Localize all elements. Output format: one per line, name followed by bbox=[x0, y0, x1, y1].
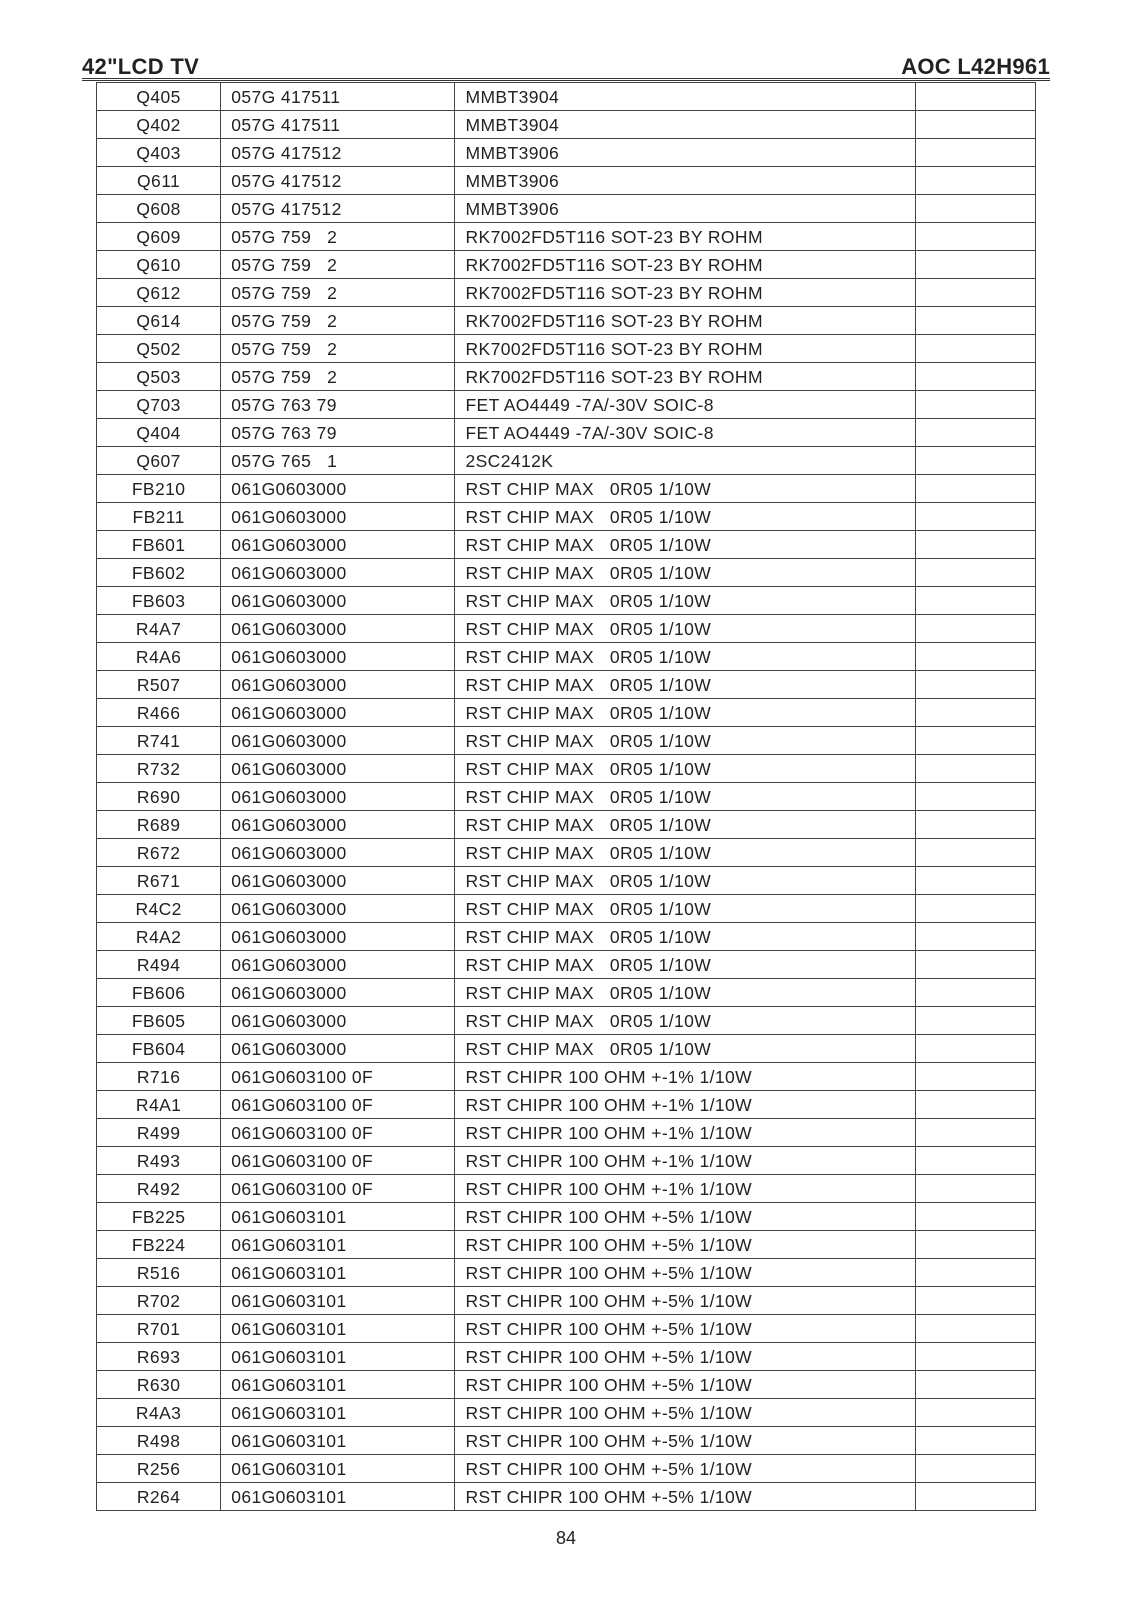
remark-cell bbox=[915, 867, 1035, 895]
table-row bbox=[97, 419, 1036, 447]
description-cell: RST CHIP MAX 0R05 1/10W bbox=[455, 503, 915, 531]
location-cell: R702 bbox=[97, 1287, 221, 1315]
description-cell: RK7002FD5T116 SOT-23 BY ROHM bbox=[455, 307, 915, 335]
location-cell: FB211 bbox=[97, 503, 221, 531]
part-number-cell: 057G 417512 bbox=[221, 167, 455, 195]
location-cell: R4A6 bbox=[97, 643, 221, 671]
remark-cell bbox=[915, 1427, 1035, 1455]
remark-cell bbox=[915, 167, 1035, 195]
part-number-cell: 061G0603101 bbox=[221, 1483, 455, 1511]
description-cell: MMBT3906 bbox=[455, 195, 915, 223]
part-number-cell: 061G0603000 bbox=[221, 671, 455, 699]
location-cell: FB602 bbox=[97, 559, 221, 587]
location-cell: R4A3 bbox=[97, 1399, 221, 1427]
part-number-cell: 061G0603101 bbox=[221, 1371, 455, 1399]
part-number-cell: 061G0603101 bbox=[221, 1343, 455, 1371]
location-cell: R494 bbox=[97, 951, 221, 979]
part-number-cell: 057G 417512 bbox=[221, 195, 455, 223]
table-row bbox=[97, 1427, 1036, 1455]
description-cell: RST CHIP MAX 0R05 1/10W bbox=[455, 671, 915, 699]
part-number-cell: 061G0603101 bbox=[221, 1259, 455, 1287]
part-number-cell: 061G0603100 0F bbox=[221, 1147, 455, 1175]
table-row bbox=[97, 1007, 1036, 1035]
part-number-cell: 057G 763 79 bbox=[221, 391, 455, 419]
description-cell: RST CHIPR 100 OHM +-1% 1/10W bbox=[455, 1147, 915, 1175]
remark-cell bbox=[915, 251, 1035, 279]
part-number-cell: 061G0603000 bbox=[221, 587, 455, 615]
table-row bbox=[97, 951, 1036, 979]
remark-cell bbox=[915, 1371, 1035, 1399]
location-cell: R701 bbox=[97, 1315, 221, 1343]
location-cell: R4A2 bbox=[97, 923, 221, 951]
table-row bbox=[97, 727, 1036, 755]
table-row bbox=[97, 335, 1036, 363]
description-cell: RST CHIP MAX 0R05 1/10W bbox=[455, 475, 915, 503]
remark-cell bbox=[915, 335, 1035, 363]
part-number-cell: 057G 417511 bbox=[221, 83, 455, 111]
part-number-cell: 061G0603101 bbox=[221, 1315, 455, 1343]
description-cell: RST CHIP MAX 0R05 1/10W bbox=[455, 783, 915, 811]
location-cell: Q611 bbox=[97, 167, 221, 195]
remark-cell bbox=[915, 559, 1035, 587]
remark-cell bbox=[915, 615, 1035, 643]
description-cell: RST CHIP MAX 0R05 1/10W bbox=[455, 951, 915, 979]
location-cell: R498 bbox=[97, 1427, 221, 1455]
part-number-cell: 057G 417512 bbox=[221, 139, 455, 167]
description-cell: RK7002FD5T116 SOT-23 BY ROHM bbox=[455, 279, 915, 307]
table-row bbox=[97, 783, 1036, 811]
table-row bbox=[97, 1175, 1036, 1203]
part-number-cell: 061G0603000 bbox=[221, 923, 455, 951]
part-number-cell: 061G0603000 bbox=[221, 559, 455, 587]
table-row bbox=[97, 475, 1036, 503]
remark-cell bbox=[915, 391, 1035, 419]
part-number-cell: 061G0603101 bbox=[221, 1203, 455, 1231]
location-cell: R264 bbox=[97, 1483, 221, 1511]
page-number: 84 bbox=[555, 1528, 577, 1548]
location-cell: Q404 bbox=[97, 419, 221, 447]
location-cell: Q608 bbox=[97, 195, 221, 223]
table-row bbox=[97, 1287, 1036, 1315]
description-cell: RK7002FD5T116 SOT-23 BY ROHM bbox=[455, 251, 915, 279]
table-row bbox=[97, 111, 1036, 139]
part-number-cell: 061G0603100 0F bbox=[221, 1063, 455, 1091]
description-cell: RST CHIP MAX 0R05 1/10W bbox=[455, 923, 915, 951]
part-number-cell: 061G0603000 bbox=[221, 979, 455, 1007]
table-row bbox=[97, 279, 1036, 307]
part-number-cell: 061G0603000 bbox=[221, 475, 455, 503]
description-cell: RST CHIPR 100 OHM +-5% 1/10W bbox=[455, 1287, 915, 1315]
description-cell: RST CHIPR 100 OHM +-5% 1/10W bbox=[455, 1483, 915, 1511]
part-number-cell: 057G 759 2 bbox=[221, 251, 455, 279]
description-cell: RST CHIP MAX 0R05 1/10W bbox=[455, 839, 915, 867]
remark-cell bbox=[915, 951, 1035, 979]
location-cell: R630 bbox=[97, 1371, 221, 1399]
remark-cell bbox=[915, 811, 1035, 839]
remark-cell bbox=[915, 1035, 1035, 1063]
remark-cell bbox=[915, 923, 1035, 951]
remark-cell bbox=[915, 1455, 1035, 1483]
remark-cell bbox=[915, 447, 1035, 475]
part-number-cell: 061G0603000 bbox=[221, 867, 455, 895]
table-row bbox=[97, 587, 1036, 615]
remark-cell bbox=[915, 643, 1035, 671]
remark-cell bbox=[915, 895, 1035, 923]
table-row bbox=[97, 195, 1036, 223]
location-cell: Q403 bbox=[97, 139, 221, 167]
part-number-cell: 061G0603101 bbox=[221, 1231, 455, 1259]
remark-cell bbox=[915, 699, 1035, 727]
description-cell: MMBT3904 bbox=[455, 83, 915, 111]
remark-cell bbox=[915, 1343, 1035, 1371]
description-cell: RST CHIP MAX 0R05 1/10W bbox=[455, 615, 915, 643]
table-row bbox=[97, 755, 1036, 783]
location-cell: FB606 bbox=[97, 979, 221, 1007]
location-cell: Q610 bbox=[97, 251, 221, 279]
location-cell: Q614 bbox=[97, 307, 221, 335]
part-number-cell: 057G 417511 bbox=[221, 111, 455, 139]
remark-cell bbox=[915, 1315, 1035, 1343]
description-cell: RK7002FD5T116 SOT-23 BY ROHM bbox=[455, 363, 915, 391]
part-number-cell: 061G0603000 bbox=[221, 727, 455, 755]
location-cell: FB210 bbox=[97, 475, 221, 503]
table-row bbox=[97, 251, 1036, 279]
remark-cell bbox=[915, 839, 1035, 867]
location-cell: Q612 bbox=[97, 279, 221, 307]
remark-cell bbox=[915, 783, 1035, 811]
part-number-cell: 061G0603101 bbox=[221, 1399, 455, 1427]
part-number-cell: 061G0603000 bbox=[221, 699, 455, 727]
location-cell: R672 bbox=[97, 839, 221, 867]
remark-cell bbox=[915, 1399, 1035, 1427]
location-cell: FB224 bbox=[97, 1231, 221, 1259]
parts-list-table bbox=[96, 82, 1036, 1511]
description-cell: RST CHIP MAX 0R05 1/10W bbox=[455, 699, 915, 727]
description-cell: RK7002FD5T116 SOT-23 BY ROHM bbox=[455, 335, 915, 363]
table-row bbox=[97, 1315, 1036, 1343]
location-cell: R516 bbox=[97, 1259, 221, 1287]
description-cell: RST CHIPR 100 OHM +-5% 1/10W bbox=[455, 1203, 915, 1231]
location-cell: R4C2 bbox=[97, 895, 221, 923]
remark-cell bbox=[915, 223, 1035, 251]
location-cell: R507 bbox=[97, 671, 221, 699]
remark-cell bbox=[915, 531, 1035, 559]
part-number-cell: 061G0603000 bbox=[221, 951, 455, 979]
header-model-number: AOC L42H961 bbox=[901, 54, 1050, 79]
table-row bbox=[97, 1147, 1036, 1175]
part-number-cell: 061G0603000 bbox=[221, 643, 455, 671]
location-cell: FB605 bbox=[97, 1007, 221, 1035]
table-row bbox=[97, 83, 1036, 111]
remark-cell bbox=[915, 475, 1035, 503]
part-number-cell: 061G0603000 bbox=[221, 503, 455, 531]
description-cell: RST CHIP MAX 0R05 1/10W bbox=[455, 979, 915, 1007]
table-row bbox=[97, 1371, 1036, 1399]
remark-cell bbox=[915, 1259, 1035, 1287]
table-row bbox=[97, 1343, 1036, 1371]
part-number-cell: 061G0603000 bbox=[221, 811, 455, 839]
part-number-cell: 057G 765 1 bbox=[221, 447, 455, 475]
description-cell: RK7002FD5T116 SOT-23 BY ROHM bbox=[455, 223, 915, 251]
location-cell: Q503 bbox=[97, 363, 221, 391]
table-row bbox=[97, 1063, 1036, 1091]
description-cell: RST CHIPR 100 OHM +-5% 1/10W bbox=[455, 1315, 915, 1343]
part-number-cell: 061G0603000 bbox=[221, 783, 455, 811]
location-cell: FB601 bbox=[97, 531, 221, 559]
description-cell: RST CHIPR 100 OHM +-5% 1/10W bbox=[455, 1343, 915, 1371]
location-cell: Q502 bbox=[97, 335, 221, 363]
location-cell: FB225 bbox=[97, 1203, 221, 1231]
description-cell: RST CHIP MAX 0R05 1/10W bbox=[455, 867, 915, 895]
part-number-cell: 061G0603000 bbox=[221, 1007, 455, 1035]
page-header bbox=[82, 52, 1050, 81]
location-cell: R671 bbox=[97, 867, 221, 895]
part-number-cell: 061G0603000 bbox=[221, 1035, 455, 1063]
remark-cell bbox=[915, 83, 1035, 111]
table-row bbox=[97, 979, 1036, 1007]
part-number-cell: 057G 759 2 bbox=[221, 307, 455, 335]
table-row bbox=[97, 699, 1036, 727]
location-cell: Q703 bbox=[97, 391, 221, 419]
description-cell: RST CHIPR 100 OHM +-1% 1/10W bbox=[455, 1175, 915, 1203]
table-row bbox=[97, 1091, 1036, 1119]
description-cell: RST CHIP MAX 0R05 1/10W bbox=[455, 559, 915, 587]
description-cell: 2SC2412K bbox=[455, 447, 915, 475]
table-row bbox=[97, 867, 1036, 895]
location-cell: R256 bbox=[97, 1455, 221, 1483]
location-cell: R4A7 bbox=[97, 615, 221, 643]
location-cell: R466 bbox=[97, 699, 221, 727]
table-row bbox=[97, 139, 1036, 167]
parts-list-body bbox=[97, 83, 1036, 1511]
remark-cell bbox=[915, 727, 1035, 755]
remark-cell bbox=[915, 195, 1035, 223]
description-cell: RST CHIP MAX 0R05 1/10W bbox=[455, 895, 915, 923]
table-row bbox=[97, 559, 1036, 587]
table-row bbox=[97, 1119, 1036, 1147]
description-cell: RST CHIPR 100 OHM +-1% 1/10W bbox=[455, 1063, 915, 1091]
location-cell: R732 bbox=[97, 755, 221, 783]
description-cell: RST CHIPR 100 OHM +-5% 1/10W bbox=[455, 1371, 915, 1399]
part-number-cell: 057G 759 2 bbox=[221, 335, 455, 363]
remark-cell bbox=[915, 419, 1035, 447]
remark-cell bbox=[915, 307, 1035, 335]
table-row bbox=[97, 1455, 1036, 1483]
table-row bbox=[97, 1203, 1036, 1231]
remark-cell bbox=[915, 139, 1035, 167]
remark-cell bbox=[915, 1119, 1035, 1147]
table-row bbox=[97, 447, 1036, 475]
part-number-cell: 061G0603000 bbox=[221, 755, 455, 783]
remark-cell bbox=[915, 755, 1035, 783]
table-row bbox=[97, 363, 1036, 391]
remark-cell bbox=[915, 1175, 1035, 1203]
description-cell: FET AO4449 -7A/-30V SOIC-8 bbox=[455, 419, 915, 447]
remark-cell bbox=[915, 1231, 1035, 1259]
header-product-title: 42"LCD TV bbox=[82, 54, 200, 79]
description-cell: RST CHIP MAX 0R05 1/10W bbox=[455, 531, 915, 559]
location-cell: R4A1 bbox=[97, 1091, 221, 1119]
location-cell: Q405 bbox=[97, 83, 221, 111]
table-row bbox=[97, 811, 1036, 839]
remark-cell bbox=[915, 503, 1035, 531]
part-number-cell: 057G 759 2 bbox=[221, 363, 455, 391]
description-cell: RST CHIP MAX 0R05 1/10W bbox=[455, 727, 915, 755]
table-row bbox=[97, 1399, 1036, 1427]
description-cell: MMBT3906 bbox=[455, 167, 915, 195]
remark-cell bbox=[915, 279, 1035, 307]
description-cell: RST CHIPR 100 OHM +-5% 1/10W bbox=[455, 1231, 915, 1259]
description-cell: RST CHIP MAX 0R05 1/10W bbox=[455, 811, 915, 839]
table-row bbox=[97, 839, 1036, 867]
location-cell: Q402 bbox=[97, 111, 221, 139]
part-number-cell: 057G 759 2 bbox=[221, 279, 455, 307]
description-cell: RST CHIPR 100 OHM +-5% 1/10W bbox=[455, 1427, 915, 1455]
description-cell: RST CHIP MAX 0R05 1/10W bbox=[455, 755, 915, 783]
location-cell: R492 bbox=[97, 1175, 221, 1203]
remark-cell bbox=[915, 1203, 1035, 1231]
part-number-cell: 061G0603000 bbox=[221, 839, 455, 867]
remark-cell bbox=[915, 1147, 1035, 1175]
table-row bbox=[97, 615, 1036, 643]
part-number-cell: 061G0603101 bbox=[221, 1455, 455, 1483]
table-row bbox=[97, 167, 1036, 195]
part-number-cell: 061G0603000 bbox=[221, 531, 455, 559]
table-row bbox=[97, 1231, 1036, 1259]
remark-cell bbox=[915, 671, 1035, 699]
table-row bbox=[97, 923, 1036, 951]
location-cell: R493 bbox=[97, 1147, 221, 1175]
location-cell: R499 bbox=[97, 1119, 221, 1147]
table-row bbox=[97, 223, 1036, 251]
description-cell: MMBT3904 bbox=[455, 111, 915, 139]
remark-cell bbox=[915, 979, 1035, 1007]
description-cell: RST CHIPR 100 OHM +-1% 1/10W bbox=[455, 1091, 915, 1119]
description-cell: RST CHIPR 100 OHM +-5% 1/10W bbox=[455, 1259, 915, 1287]
table-row bbox=[97, 503, 1036, 531]
part-number-cell: 061G0603100 0F bbox=[221, 1175, 455, 1203]
part-number-cell: 061G0603100 0F bbox=[221, 1091, 455, 1119]
description-cell: RST CHIP MAX 0R05 1/10W bbox=[455, 1007, 915, 1035]
table-row bbox=[97, 307, 1036, 335]
part-number-cell: 057G 763 79 bbox=[221, 419, 455, 447]
location-cell: Q609 bbox=[97, 223, 221, 251]
part-number-cell: 061G0603000 bbox=[221, 895, 455, 923]
table-row bbox=[97, 391, 1036, 419]
part-number-cell: 057G 759 2 bbox=[221, 223, 455, 251]
description-cell: FET AO4449 -7A/-30V SOIC-8 bbox=[455, 391, 915, 419]
part-number-cell: 061G0603101 bbox=[221, 1287, 455, 1315]
description-cell: RST CHIPR 100 OHM +-1% 1/10W bbox=[455, 1119, 915, 1147]
table-row bbox=[97, 671, 1036, 699]
table-row bbox=[97, 643, 1036, 671]
remark-cell bbox=[915, 1063, 1035, 1091]
part-number-cell: 061G0603101 bbox=[221, 1427, 455, 1455]
location-cell: R716 bbox=[97, 1063, 221, 1091]
remark-cell bbox=[915, 1007, 1035, 1035]
location-cell: Q607 bbox=[97, 447, 221, 475]
location-cell: R689 bbox=[97, 811, 221, 839]
remark-cell bbox=[915, 1091, 1035, 1119]
description-cell: RST CHIPR 100 OHM +-5% 1/10W bbox=[455, 1399, 915, 1427]
description-cell: MMBT3906 bbox=[455, 139, 915, 167]
location-cell: R693 bbox=[97, 1343, 221, 1371]
table-row bbox=[97, 1259, 1036, 1287]
location-cell: R690 bbox=[97, 783, 221, 811]
part-number-cell: 061G0603000 bbox=[221, 615, 455, 643]
table-row bbox=[97, 1035, 1036, 1063]
remark-cell bbox=[915, 363, 1035, 391]
table-row bbox=[97, 531, 1036, 559]
description-cell: RST CHIP MAX 0R05 1/10W bbox=[455, 587, 915, 615]
description-cell: RST CHIPR 100 OHM +-5% 1/10W bbox=[455, 1455, 915, 1483]
description-cell: RST CHIP MAX 0R05 1/10W bbox=[455, 1035, 915, 1063]
remark-cell bbox=[915, 587, 1035, 615]
description-cell: RST CHIP MAX 0R05 1/10W bbox=[455, 643, 915, 671]
location-cell: R741 bbox=[97, 727, 221, 755]
remark-cell bbox=[915, 1483, 1035, 1511]
location-cell: FB603 bbox=[97, 587, 221, 615]
part-number-cell: 061G0603100 0F bbox=[221, 1119, 455, 1147]
remark-cell bbox=[915, 111, 1035, 139]
table-row bbox=[97, 1483, 1036, 1511]
location-cell: FB604 bbox=[97, 1035, 221, 1063]
remark-cell bbox=[915, 1287, 1035, 1315]
table-row bbox=[97, 895, 1036, 923]
